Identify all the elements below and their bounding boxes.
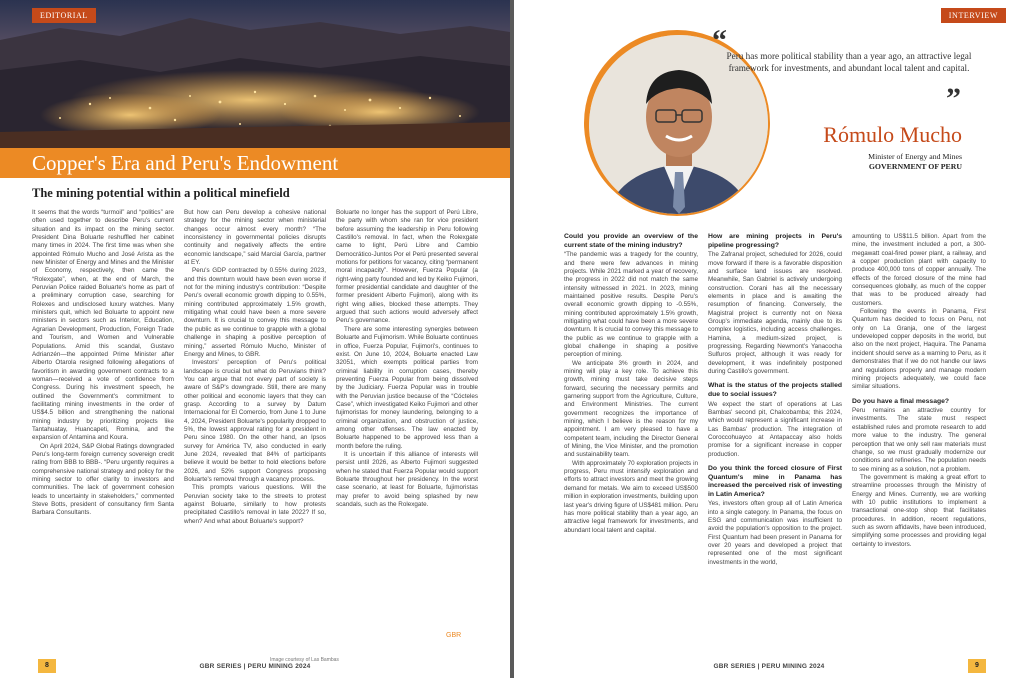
interview-column-3 [852,233,986,643]
answer: Yes, investors often group all of Latin America into a single category. In Panama, the focus on ESG and communication was insufficient to avoid the population's opposition to the project. First Quantum had been present in Panama for over 20 years and developed a project that represented one of the most significant investments in the world, [708,500,842,566]
question: Do you think the forced closure of First Quantum's mine in Panama has increased the perceived risk of investing in Latin America? [708,464,842,498]
answer: The Zafranal project, scheduled for 2026, could move forward if there is a favorable disposition and surface land issues are resolved. Meanwhile, San Gabriel is actively undergoing construction. Corani has all the necessary elements in place and is awaiting the resumption of financing. Conversely, the Magistral project is currently not on Nexa Group's immediate agenda, mainly due to its complex logistics, including access challenges. Hamina, a medium-sized project, is progressing. Regarding Newmont's Yanacocha Sulfuros project, although it was ready for development, it was indefinitely postponed during Castillo's government. [708,251,842,375]
photo-credit: Image courtesy of Las Bambas [270,657,339,663]
pull-quote: Peru has more political stability than a year ago, an attractive legal framework for investments, and abundant local talent and capital. [726,51,972,73]
right-page [514,0,1024,678]
article-column-2 [184,209,326,639]
paragraph: It seems that the words “turmoil” and “politics” are often used together to describe Peru's current situation and its impact on the mining sector. President Dina Boluarte reshuffled her cabinet many times in 2024. The first time was when she appointed Rómulo Mucho and José Arista as the new Minister of Energy and Mines and the Minister of Economy, respectively, then came the “Rolexgate”, when, at the end of March, the Peruvian Police raided Boluarte's home as part of a preliminary corruption case, searching for Rolexes and undisclosed luxury watches. Many ministers quit, which led Boluarte to appoint new ministers in sectors such as Interior, Education, Agrarian Development, Production, Foreign Trade and Tourism, and Women and Vulnerable Populations. Amid this scandal, Gustavo Adrianzén—the appointed Prime Minister after Alberto Otarola resigned following allegations of favoritism in awarding government contracts to a woman—received a vote of confidence from Congress. During his investment speech, he outlined the Government's commitment to facilitating mining investments in the order of US$4.5 billion and strengthening the national mining industry by prioritizing projects like Tantahuatay, Huancapeti, Romina, and the expansion of Antamina and Koura. [32,209,174,442]
left-page [0,0,510,678]
page-number: 8 [38,659,56,673]
article-column-1 [32,209,174,639]
paragraph: Investors' perception of Peru's political landscape is crucial but what do Peruvians think? You can argue that not every part of society is aware of S&P's downgrade. Still, there are many other political and economic layers that they can grasp. According to a survey by Datum Internacional for El Comercio, from June 1 to June 4, 2024, President Boluarte's popularity dropped to 5%, the lowest approval rating for a president in Peru since 1980. On the other hand, an Ipsos survey for América TV, also conducted in early June 2024, revealed that 84% of participants believe it would be better to hold elections before 2026, and 52% support Congress proposing Boluarte's removal through a vacancy process. [184,359,326,483]
paragraph: It is uncertain if this alliance of interests will persist until 2026, as Alberto Fujimori suggested when he stated that Fuerza Popular would support Boluarte throughout her presidency. In the worst case scenario, at least for Boluarte, fujimoristas may prefer to avoid being splashed by new scandals, such as the Rolexgate. [336,450,478,509]
question: What is the status of the projects stalled due to social issues? [708,382,842,398]
answer: The government is making a great effort to streamline processes through the Ministry of Energy and Mines. Currently, we are working with 10 public institutions to implement a transactional one-stop shop that facilitates procedures. In addition, recent regulations, such as sworn affidavits, have been introduced, simplifying some processes and providing legal certainty to investors. [852,473,986,548]
answer: “The pandemic was a tragedy for the country, and there were few advances in mining projects. While 2021 marked a year of recovery, the progress in 2022 did not match the same intensity witnessed in 2021. In 2023, mining maintained positive results. Despite Peru's overall economic growth dipping to -0.55%, mining contributed approximately 1.5% growth, mitigating what could have been a more severe downturn. It is crucial to convey this message to the public as we continue to grapple with a global challenge in shaping a positive perception of mining. [564,251,698,359]
answer: Peru remains an attractive country for investments. The state must respect established rules and promote research to add more value to the industry. The general perception that we only sell raw materials must change, so we must gradually modernize our conditions and refineries. The population needs to see mining as a solution, not a problem. [852,407,986,473]
close-quote-icon: ” [946,82,961,115]
open-quote-icon: “ [712,24,727,57]
paragraph: Boluarte no longer has the support of Perú Libre, the party with whom she ran for vice president before assuming the leadership in Peru following Castillo's removal. In fact, when the Rolexgate came to light, Perú Libre and Cambio Democrático-Juntos Por el Perú presented several motions for petitions for vacancy, citing “permanent moral incapacity”. However, Fuerza Popular (a right-wing party founded and led by Keiko Fujimori, former presidential candidate and daughter of the former president Alberto Fujimori), along with its right wing allies, blocked these attempts. They argued that such actions would adversely affect Peru's governance. [336,209,478,325]
paragraph: But how can Peru develop a cohesive national strategy for the mining sector when ministerial changes occur almost every month? “The inconsistency in governmental policies disrupts continuity and negatively affects the entire economic landscape,” said Marcial García, partner at EY. [184,209,326,267]
paragraph: On April 2024, S&P Global Ratings downgraded Peru's long-term foreign currency sovereign credit rating from BBB to BBB-. “Peru urgently requires a comprehensive national strategy and policy for the mining sector to offer clarity to investors and communities. The lack of government cohesion leads to uncertainty in stakeholders,” commented Steve Botts, president of consultancy firm Santa Barbara Consultants. [32,442,174,517]
interviewee-role [762,152,962,172]
answer: We expect the start of operations at Las Bambas' second pit, Chalcobamba; this 2024, which would represent a significant increase in Las Bambas' production. The integration of Coroccohuayco at Antapaccay also holds promise for a significant increase in copper production. [708,400,842,458]
article-column-3 [336,209,478,639]
article-subtitle: The mining potential within a political minefield [32,186,290,200]
answer: We anticipate 3% growth in 2024, and mining will play a key role. To achieve this growth, mining must take decisive steps forward, securing the necessary permits and garnering support from the Agriculture, Culture, and Environment Ministries. The current government recognizes the importance of mining, which I believe is the reason for my appointment. I am very pleased to have a competent team, including the Director General of Mining, the Vice Minister, and the promotion and sustainability team. [564,359,698,459]
footer-text: GBR SERIES | PERU MINING 2024 [199,662,311,670]
answer: amounting to US$11.5 billion. Apart from the mine, the investment included a port, a 300-megawatt coal-fired power plant, a railway, and a copper production plant with capacity to produce 400,000 tons of copper annually. The effects of the forced closure of the mine had consequences globally, as much of the copper that was to be produced already had customers. [852,233,986,307]
paragraph: This prompts various questions. Will the Peruvian society take to the streets to protest against Boluarte, similarly to how protests precipitated Castillo's removal in late 2022? If so, when? And what about Boluarte's support? [184,484,326,525]
role-title: Minister of Energy and Mines [868,152,962,161]
footer-text: GBR SERIES | PERU MINING 2024 [713,662,825,670]
section-tag-editorial: EDITORIAL [32,8,96,23]
interviewee-name: Rómulo Mucho [823,122,962,147]
article-headline: Copper's Era and Peru's Endowment [0,148,510,178]
paragraph: There are some interesting synergies between Boluarte and Fujimorism. While Boluarte continues in office, Fuerza Popular, Fujimori's, continues to exist. On June 10, 2024, Boluarte enacted Law 32051, which exempts political parties from criminal liability in corruption cases, thereby preventing Fuerza Popular from being dissolved by the Judiciary. Fuerza Popular was in trouble with the Peruvian justice because of the “Cócteles Case”, which investigated Keiko Fujimori and other fujimoristas for money laundering, belonging to a criminal organization, and obstruction of justice, among other offenses. The law enacted by Boluarte happened to be approved less than a month before the ruling. [336,325,478,450]
section-tag-interview: INTERVIEW [941,8,1006,23]
question: How are mining projects in Peru's pipeline progressing? [708,233,842,249]
page-number: 9 [968,659,986,673]
interview-column-2 [708,233,842,643]
end-mark: GBR [446,632,462,639]
question: Could you provide an overview of the current state of the mining industry? [564,233,698,249]
question: Do you have a final message? [852,397,950,405]
page-footer [514,654,1024,678]
interview-column-1 [564,233,698,643]
organization: GOVERNMENT OF PERU [868,162,962,171]
answer: Following the events in Panama, First Quantum has decided to focus on Peru, not only on La Granja, one of the largest undeveloped copper deposits in the world, but also on the next project, Haquira. The Panama incident should serve as a warning to Peru, as it demonstrates that if we do not handle our laws and regulations properly and manage modern mining projects adequately, we could face similar situations. [852,308,986,391]
paragraph: Peru's GDP contracted by 0.55% during 2023, and this downturn would have been even worse if not for the mining industry's contribution: “Despite Peru's overall economic growth dipping to 0.55%, mining contributed approximately 1.5% growth, mitigating what could have been a more severe downturn. It is crucial to convey this message to the public as we continue to grapple with a global challenge in shaping a positive perception of mining,” asserted Rómulo Mucho, Minister of Energy and Mines, to GBR. [184,267,326,358]
answer: With approximately 70 exploration projects in progress, Peru must intensify exploration and efforts to attract investors and meet the growing demand for metals. We aim to exceed US$500 million in exploration investments, building upon last year's driving figure of US$481 million. Peru has more political stability than a year ago, an attractive legal framework for investments, and abundant local talent and capital. [564,459,698,534]
page-footer [0,654,510,678]
